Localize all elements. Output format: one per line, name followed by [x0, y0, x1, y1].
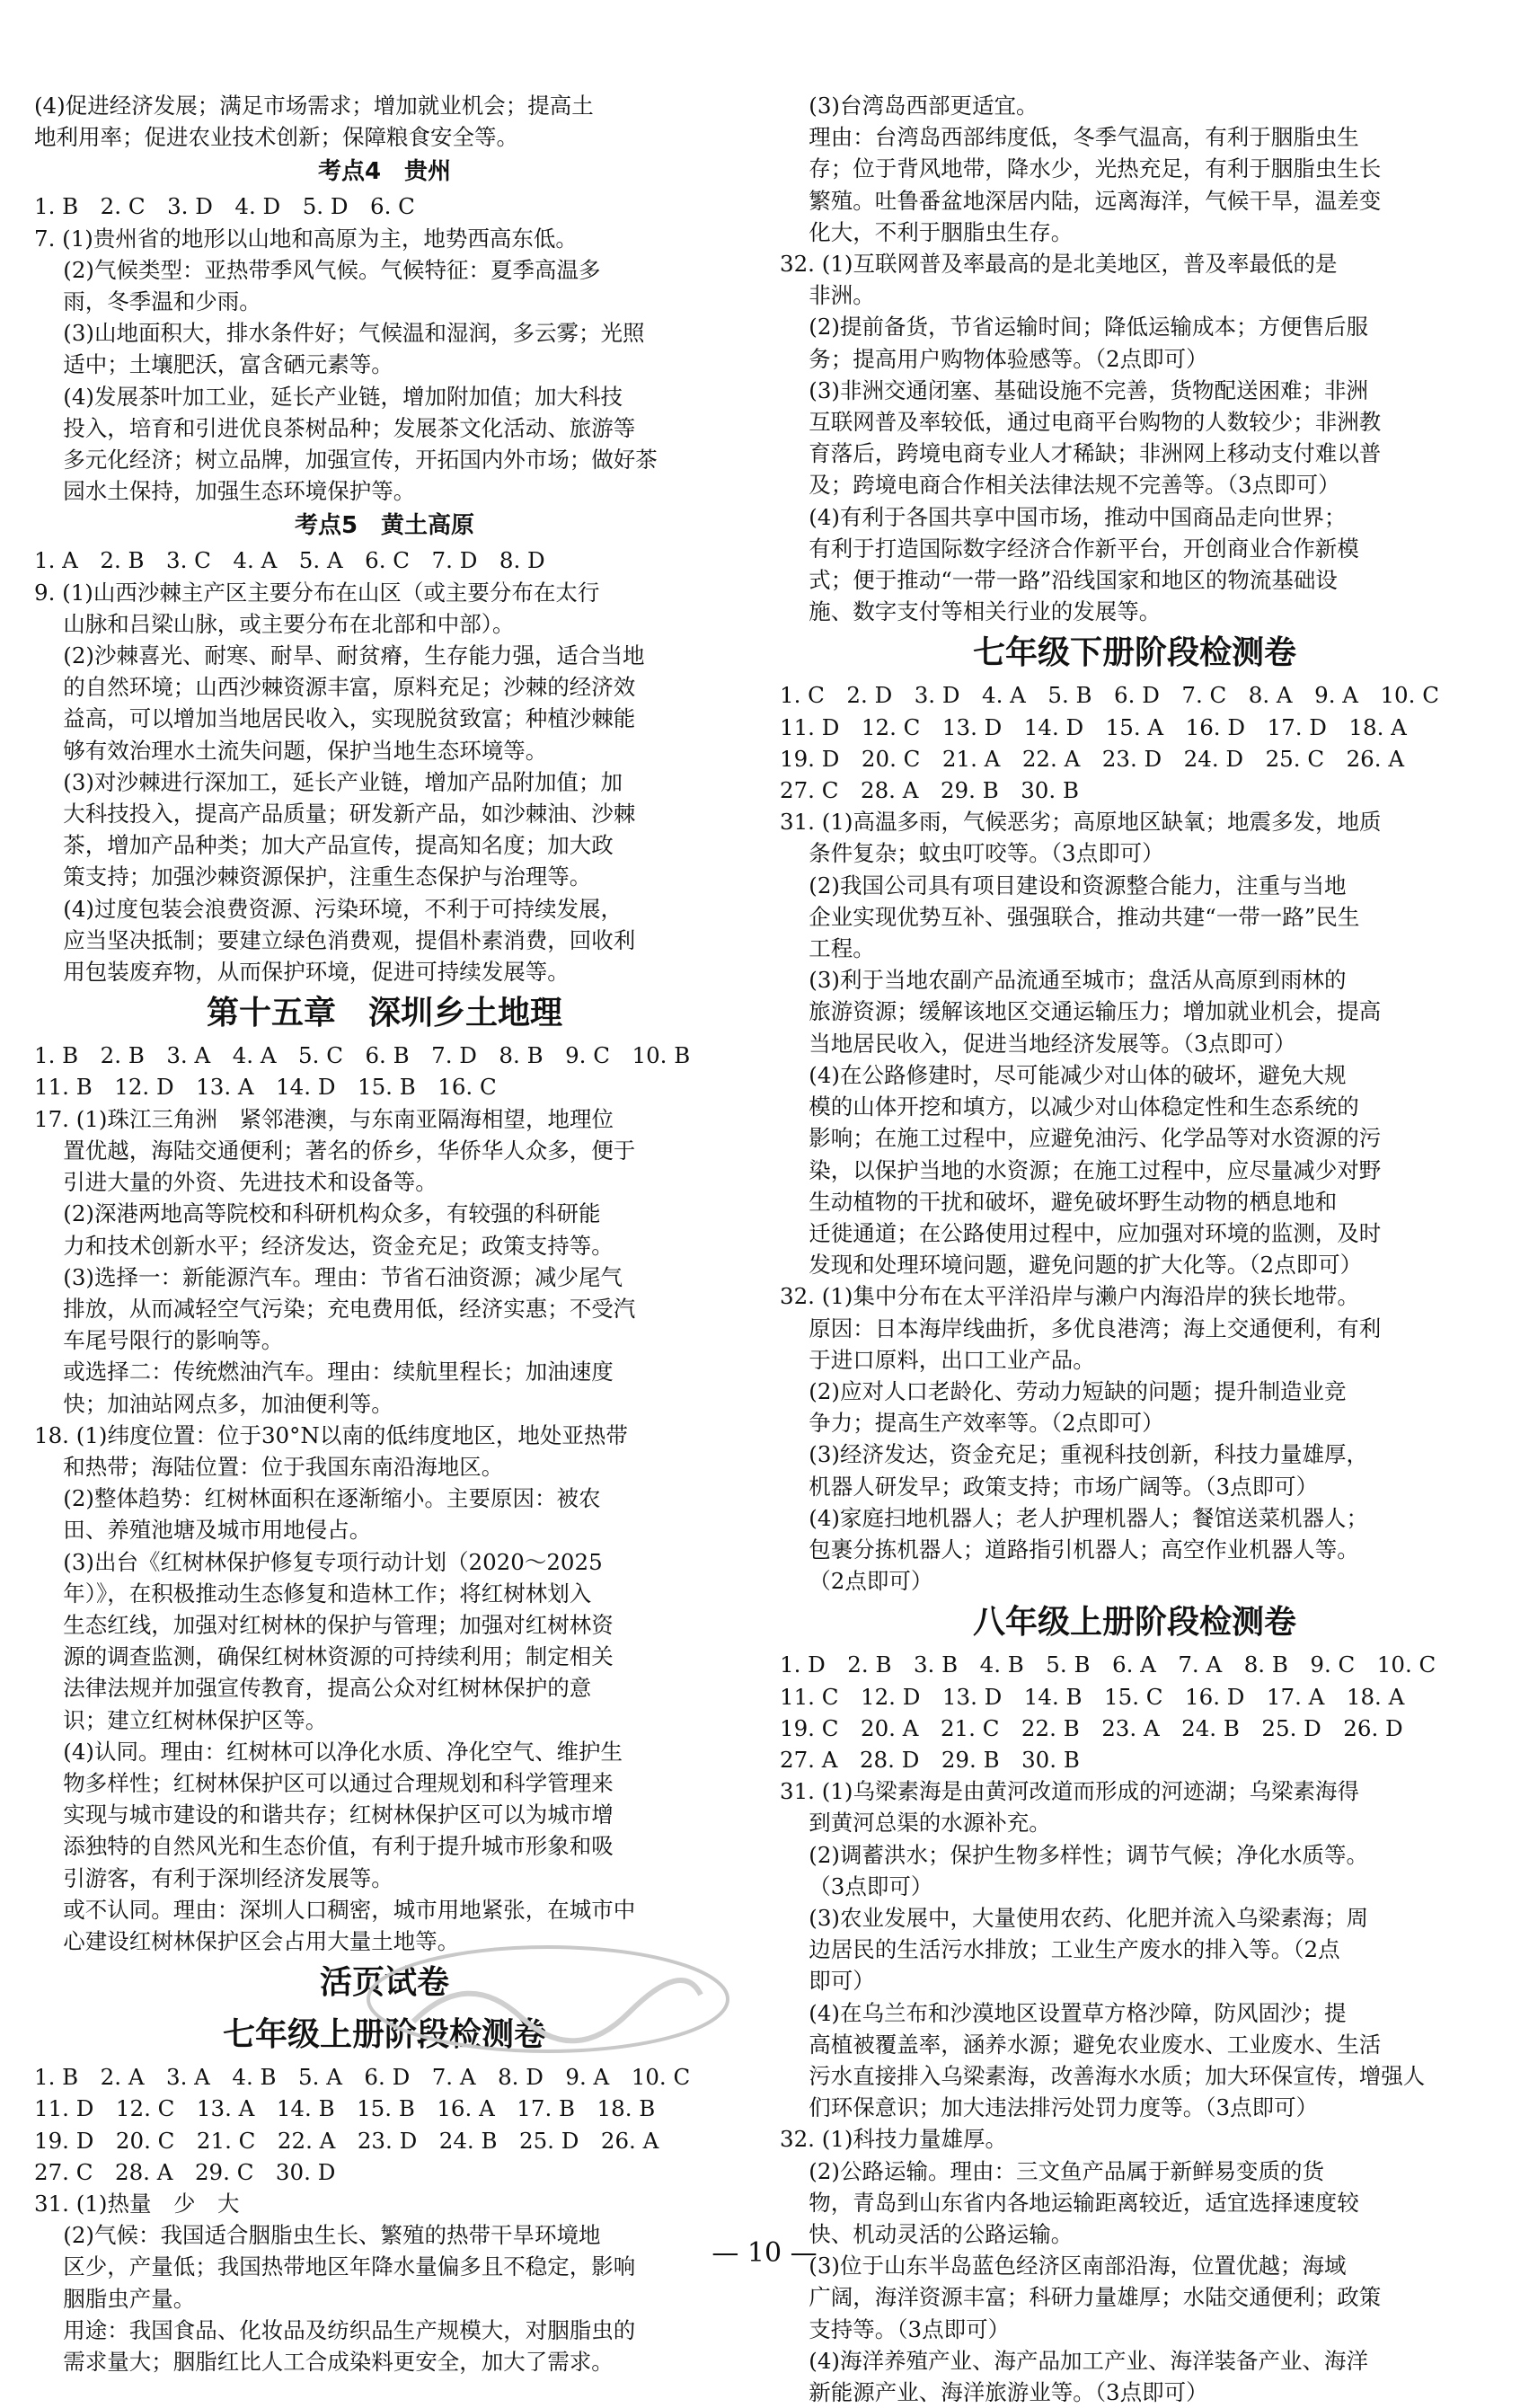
- answer-line: 法律法规并加强宣传教育，提高公众对红树林保护的意: [34, 1675, 592, 1702]
- answer-line: 车尾号限行的影响等。: [34, 1327, 284, 1354]
- answer-line: (3)非洲交通闭塞、基础设施不完善，货物配送困难；非洲: [780, 376, 1368, 403]
- answer-line: (3)对沙棘进行深加工，延长产业链，增加产品附加值；加: [34, 768, 623, 795]
- answer-line: 11. D 12. C 13. A 14. B 15. B 16. A 17. B 18. B: [34, 2095, 656, 2122]
- answer-line: 区少，产量低；我国热带地区年降水量偏多且不稳定，影响: [34, 2253, 636, 2280]
- answer-line: 及；跨境电商合作相关法律法规不完善等。（3点即可）: [780, 472, 1340, 499]
- answer-line: (2)气候类型：亚热带季风气候。气候特征：夏季高温多: [34, 256, 601, 283]
- answer-line: 实现与城市建设的和谐共存；红树林保护区可以为城市增: [34, 1802, 614, 1828]
- answer-line: (4)在乌兰布和沙漠地区设置草方格沙障，防风固沙；提: [780, 1999, 1347, 2026]
- answer-line: (4)认同。理由：红树林可以净化水质、净化空气、维护生: [34, 1738, 623, 1765]
- answer-line: 多元化经济；树立品牌，加强宣传，开拓国内外市场；做好茶: [34, 447, 658, 474]
- answer-line: 大科技投入，提高产品质量；研发新产品，如沙棘油、沙棘: [34, 801, 636, 828]
- answer-line: 19. C 20. A 21. C 22. B 23. A 24. B 25. D 26. D: [780, 1714, 1403, 1741]
- answer-line: 园水土保持，加强生态环境保护等。: [34, 478, 416, 505]
- answer-line: 育落后，跨境电商专业人才稀缺；非洲网上移动支付难以普: [780, 440, 1382, 467]
- page-number: — 10 —: [711, 2237, 818, 2269]
- answer-line: 争力；提高生产效率等。（2点即可）: [780, 1410, 1164, 1437]
- answer-line: (3)台湾岛西部更适宜。: [780, 93, 1038, 119]
- answer-line: 27. A 28. D 29. B 30. B: [780, 1746, 1080, 1773]
- chapter-heading: 第十五章 深圳乡土地理: [206, 995, 562, 1032]
- answer-line: 19. D 20. C 21. A 22. A 23. D 24. D 25. C 26. A: [780, 745, 1405, 772]
- answer-line: 31. (1)热量 少 大: [34, 2190, 240, 2217]
- answer-line: 化大，不利于胭脂虫生存。: [780, 218, 1074, 245]
- answer-line: (2)沙棘喜光、耐寒、耐旱、耐贫瘠，生存能力强，适合当地: [34, 642, 645, 669]
- answer-line: 包裹分拣机器人；道路指引机器人；高空作业机器人等。: [780, 1536, 1359, 1563]
- answer-line: 11. C 12. D 13. D 14. B 15. C 16. D 17. A 18. A: [780, 1683, 1405, 1710]
- answer-line: 新能源产业、海洋旅游业等。（3点即可）: [780, 2379, 1208, 2406]
- answer-line: 置优越，海陆交通便利；著名的侨乡，华侨华人众多，便于: [34, 1137, 636, 1164]
- answer-line: 非洲。: [780, 282, 875, 309]
- answer-line: 7. (1)贵州省的地形以山地和高原为主，地势西高东低。: [34, 225, 578, 252]
- answer-line: 添独特的自然风光和生态价值，有利于提升城市形象和吸: [34, 1833, 614, 1860]
- answer-line: (3)经济发达，资金充足；重视科技创新，科技力量雄厚，: [780, 1441, 1368, 1468]
- answer-line: 引游客，有利于深圳经济发展等。: [34, 1864, 393, 1891]
- answer-line: 19. D 20. C 21. C 22. A 23. D 24. B 25. D 26. A: [34, 2127, 659, 2154]
- answer-line: 1. A 2. B 3. C 4. A 5. A 6. C 7. D 8. D: [34, 547, 545, 574]
- section-heading: 考点5 黄土高原: [294, 512, 475, 540]
- answer-line: 32. (1)科技力量雄厚。: [780, 2126, 1007, 2153]
- answer-line: 互联网普及率较低，通过电商平台购物的人数较少；非洲教: [780, 409, 1382, 436]
- answer-line: 的自然环境；山西沙棘资源丰富，原料充足；沙棘的经济效: [34, 674, 636, 701]
- answer-line: 条件复杂；蚊虫叮咬等。（3点即可）: [780, 840, 1164, 867]
- answer-line: (3)农业发展中，大量使用农药、化肥并流入乌梁素海；周: [780, 1904, 1368, 1931]
- answer-line: 生态红线，加强对红树林的保护与管理；加强对红树林资: [34, 1611, 614, 1638]
- answer-line: 生动植物的干扰和破坏，避免破坏野生动物的栖息地和: [780, 1188, 1338, 1215]
- answer-line: 理由：台湾岛西部纬度低，冬季气温高，有利于胭脂虫生: [780, 124, 1359, 151]
- answer-line: 雨，冬季温和少雨。: [34, 288, 261, 315]
- chapter-heading: 八年级上册阶段检测卷: [972, 1604, 1296, 1642]
- answer-line: 需求量大；胭脂红比人工合成染料更安全，加大了需求。: [34, 2349, 614, 2375]
- answer-line: 污水直接排入乌梁素海，改善海水水质；加大环保宣传，增强人: [780, 2062, 1426, 2089]
- answer-line: 够有效治理水土流失问题，保护当地生态环境等。: [34, 737, 548, 764]
- answer-line: 快、机动灵活的公路运输。: [780, 2221, 1074, 2247]
- answer-line: 施、数字支付等相关行业的发展等。: [780, 598, 1162, 625]
- answer-line: 和热带；海陆位置：位于我国东南沿海地区。: [34, 1453, 504, 1480]
- chapter-heading: 活页试卷: [319, 1964, 449, 2002]
- answer-line: 胭脂虫产量。: [34, 2285, 196, 2312]
- answer-line: 地利用率；促进农业技术创新；保障粮食安全等。: [34, 124, 518, 151]
- answer-line: 年）》，在积极推动生态修复和造林工作；将红树林划入: [34, 1580, 592, 1607]
- answer-line: 应当坚决抵制；要建立绿色消费观，提倡朴素消费，回收利: [34, 926, 636, 953]
- answer-line: 策支持；加强沙棘资源保护，注重生态保护与治理等。: [34, 863, 592, 890]
- answer-line: 原因：日本海岸线曲折，多优良港湾；海上交通便利，有利: [780, 1315, 1382, 1341]
- answer-line: 1. B 2. A 3. A 4. B 5. A 6. D 7. A 8. D 9. A 10. C: [34, 2064, 691, 2091]
- answer-line: 或不认同。理由：深圳人口稠密，城市用地紧张，在城市中: [34, 1896, 636, 1923]
- answer-line: (4)有利于各国共享中国市场，推动中国商品走向世界；: [780, 503, 1347, 530]
- answer-line: 到黄河总渠的水源补充。: [780, 1810, 1051, 1837]
- answer-line: 识；建立红树林保护区等。: [34, 1706, 328, 1733]
- answer-line: 益高，可以增加当地居民收入，实现脱贫致富；种植沙棘能: [34, 705, 636, 732]
- section-heading: 考点4 贵州: [317, 158, 452, 186]
- answer-line: 引进大量的外资、先进技术和设备等。: [34, 1169, 437, 1196]
- answer-line: 当地居民收入，促进当地经济发展等。（3点即可）: [780, 1030, 1296, 1057]
- answer-line: 用包装废弃物，从而保护环境，促进可持续发展等。: [34, 959, 570, 986]
- answer-line: (2)气候：我国适合胭脂虫生长、繁殖的热带干旱环境地: [34, 2222, 601, 2249]
- answer-line: 快；加油站网点多，加油便利等。: [34, 1390, 393, 1417]
- answer-line: 们环保意识；加大违法排污处罚力度等。（3点即可）: [780, 2094, 1319, 2121]
- answer-line: (4)家庭扫地机器人；老人护理机器人；餐馆送菜机器人；: [780, 1504, 1368, 1531]
- answer-line: (3)利于当地农副产品流通至城市；盘活从高原到雨林的: [780, 967, 1347, 994]
- answer-line: 影响；在施工过程中，应避免油污、化学品等对水资源的污: [780, 1125, 1382, 1152]
- watermark-stamp: [359, 1941, 737, 2058]
- answer-line: 11. D 12. C 13. D 14. D 15. A 16. D 17. D 18. A: [780, 713, 1407, 740]
- answer-line: 于进口原料，出口工业产品。: [780, 1346, 1095, 1373]
- answer-line: 染，以保护当地的水资源；在施工过程中，应尽量减少对野: [780, 1156, 1382, 1183]
- answer-line: 物多样性；红树林保护区可以通过合理规划和科学管理来: [34, 1769, 614, 1796]
- answer-line: 工程。: [780, 935, 875, 962]
- answer-line: 1. B 2. B 3. A 4. A 5. C 6. B 7. D 8. B 9. C 10. B: [34, 1042, 691, 1069]
- answer-line: 广阔，海洋资源丰富；科研力量雄厚；水陆交通便利；政策: [780, 2284, 1382, 2311]
- answer-line: 31. (1)乌梁素海是由黄河改道而形成的河迹湖；乌梁素海得: [780, 1778, 1359, 1805]
- answer-line: 32. (1)集中分布在太平洋沿岸与濑户内海沿岸的狭长地带。: [780, 1283, 1359, 1310]
- answer-line: (3)山地面积大，排水条件好；气候温和湿润，多云雾；光照: [34, 320, 645, 347]
- answer-line: 有利于打造国际数字经济合作新平台，开创商业合作新模: [780, 535, 1359, 562]
- answer-line: (2)提前备货，节省运输时间；降低运输成本；方便售后服: [780, 314, 1368, 341]
- answer-line: 物，青岛到山东省内各地运输距离较近，适宜选择速度较: [780, 2189, 1359, 2216]
- answer-line: 务；提高用户购物体验感等。（2点即可）: [780, 345, 1208, 372]
- answer-line: 1. D 2. B 3. B 4. B 5. B 6. A 7. A 8. B 9. C 10. C: [780, 1651, 1436, 1678]
- answer-line: (2)整体趋势：红树林面积在逐渐缩小。主要原因：被农: [34, 1485, 601, 1512]
- answer-line: (4)海洋养殖产业、海产品加工产业、海洋装备产业、海洋: [780, 2347, 1368, 2374]
- answer-line: 式；便于推动“一带一路”沿线国家和地区的物流基础设: [780, 567, 1338, 594]
- answer-line: 模的山体开挖和填方，以减少对山体稳定性和生态系统的: [780, 1093, 1359, 1120]
- answer-line: （3点即可）: [780, 1872, 933, 1899]
- answer-line: 力和技术创新水平；经济发达，资金充足；政策支持等。: [34, 1232, 614, 1259]
- answer-line: 发现和处理环境问题，避免问题的扩大化等。（2点即可）: [780, 1252, 1363, 1279]
- answer-line: (2)深港两地高等院校和科研机构众多，有较强的科研能: [34, 1200, 601, 1227]
- answer-line: 31. (1)高温多雨，气候恶劣；高原地区缺氧；地震多发，地质: [780, 809, 1382, 836]
- answer-line: (4)过度包装会浪费资源、污染环境，不利于可持续发展，: [34, 895, 623, 922]
- answer-line: 企业实现优势互补、强强联合，推动共建“一带一路”民生: [780, 903, 1360, 930]
- answer-line: 9. (1)山西沙棘主产区主要分布在山区（或主要分布在太行: [34, 579, 600, 606]
- answer-line: 1. C 2. D 3. D 4. A 5. B 6. D 7. C 8. A 9. A 10. C: [780, 682, 1439, 709]
- answer-line: (3)位于山东半岛蓝色经济区南部沿海，位置优越；海域: [780, 2253, 1347, 2280]
- answer-line: 田、养殖池塘及城市用地侵占。: [34, 1517, 372, 1544]
- answer-line: (2)公路运输。理由：三文鱼产品属于新鲜易变质的货: [780, 2157, 1324, 2184]
- answer-line: 心建设红树林保护区会占用大量土地等。: [34, 1927, 460, 1954]
- answer-line: (4)在公路修建时，尽可能减少对山体的破坏，避免大规: [780, 1061, 1347, 1088]
- answer-line: 山脉和吕梁山脉，或主要分布在北部和中部）。: [34, 610, 515, 637]
- answer-line: 或选择二：传统燃油汽车。理由：续航里程长；加油速度: [34, 1359, 614, 1385]
- answer-line: 茶，增加产品种类；加大产品宣传，提高知名度；加大政: [34, 832, 614, 859]
- answer-line: 源的调查监测，确保红树林资源的可持续利用；制定相关: [34, 1643, 614, 1670]
- answer-line: 适中；土壤肥沃，富含硒元素等。: [34, 351, 393, 378]
- answer-line: 排放，从而减轻空气污染；充电费用低，经济实惠；不受汽: [34, 1295, 636, 1322]
- answer-line: (2)我国公司具有项目建设和资源整合能力，注重与当地: [780, 872, 1347, 899]
- answer-line: 32. (1)互联网普及率最高的是北美地区，普及率最低的是: [780, 251, 1338, 278]
- answer-line: 繁殖。吐鲁番盆地深居内陆，远离海洋，气候干旱，温差变: [780, 187, 1382, 214]
- answer-line: 支持等。（3点即可）: [780, 2315, 1011, 2342]
- answer-line: 机器人研发早；政策支持；市场广阔等。（3点即可）: [780, 1473, 1319, 1500]
- answer-line: 高植被覆盖率，涵养水源；避免农业废水、工业废水、生活: [780, 2031, 1382, 2058]
- answer-line: (3)出台《红树林保护修复专项行动计划（2020～2025: [34, 1548, 603, 1575]
- answer-line: 边居民的生活污水排放；工业生产废水的排入等。（2点: [780, 1936, 1340, 1963]
- answer-line: (4)发展茶叶加工业，延长产业链，增加附加值；加大科技: [34, 383, 623, 410]
- chapter-heading: 七年级下册阶段检测卷: [972, 634, 1296, 672]
- answer-line: 迁徙通道；在公路使用过程中，应加强对环境的监测，及时: [780, 1219, 1382, 1246]
- answer-line: 投入，培育和引进优良茶树品种；发展茶文化活动、旅游等: [34, 414, 636, 441]
- answer-line: 27. C 28. A 29. B 30. B: [780, 777, 1079, 804]
- answer-line: 即可）: [780, 1968, 875, 1995]
- answer-line: （2点即可）: [780, 1568, 933, 1595]
- answer-line: 1. B 2. C 3. D 4. D 5. D 6. C: [34, 193, 415, 220]
- answer-line: 11. B 12. D 13. A 14. D 15. B 16. C: [34, 1074, 497, 1101]
- answer-line: 27. C 28. A 29. C 30. D: [34, 2158, 336, 2185]
- answer-line: 存；位于背风地带，降水少，光热充足，有利于胭脂虫生长: [780, 155, 1382, 182]
- answer-line: 旅游资源；缓解该地区交通运输压力；增加就业机会，提高: [780, 998, 1382, 1025]
- answer-line: 17. (1)珠江三角洲 紧邻港澳，与东南亚隔海相望，地理位: [34, 1105, 614, 1132]
- right-column: [780, 90, 1489, 2408]
- answer-line: (3)选择一：新能源汽车。理由：节省石油资源；减少尾气: [34, 1263, 623, 1290]
- answer-line: 18. (1)纬度位置：位于30°N以南的低纬度地区，地处亚热带: [34, 1421, 628, 1448]
- answer-line: (2)调蓄洪水；保护生物多样性；调节气候；净化水质等。: [780, 1841, 1368, 1868]
- answer-line: 用途：我国食品、化妆品及纺织品生产规模大，对胭脂虫的: [34, 2316, 636, 2343]
- chapter-heading: 七年级上册阶段检测卷: [222, 2016, 546, 2054]
- answer-line: (4)促进经济发展；满足市场需求；增加就业机会；提高土: [34, 93, 594, 119]
- answer-line: (2)应对人口老龄化、劳动力短缺的问题；提升制造业竞: [780, 1377, 1347, 1404]
